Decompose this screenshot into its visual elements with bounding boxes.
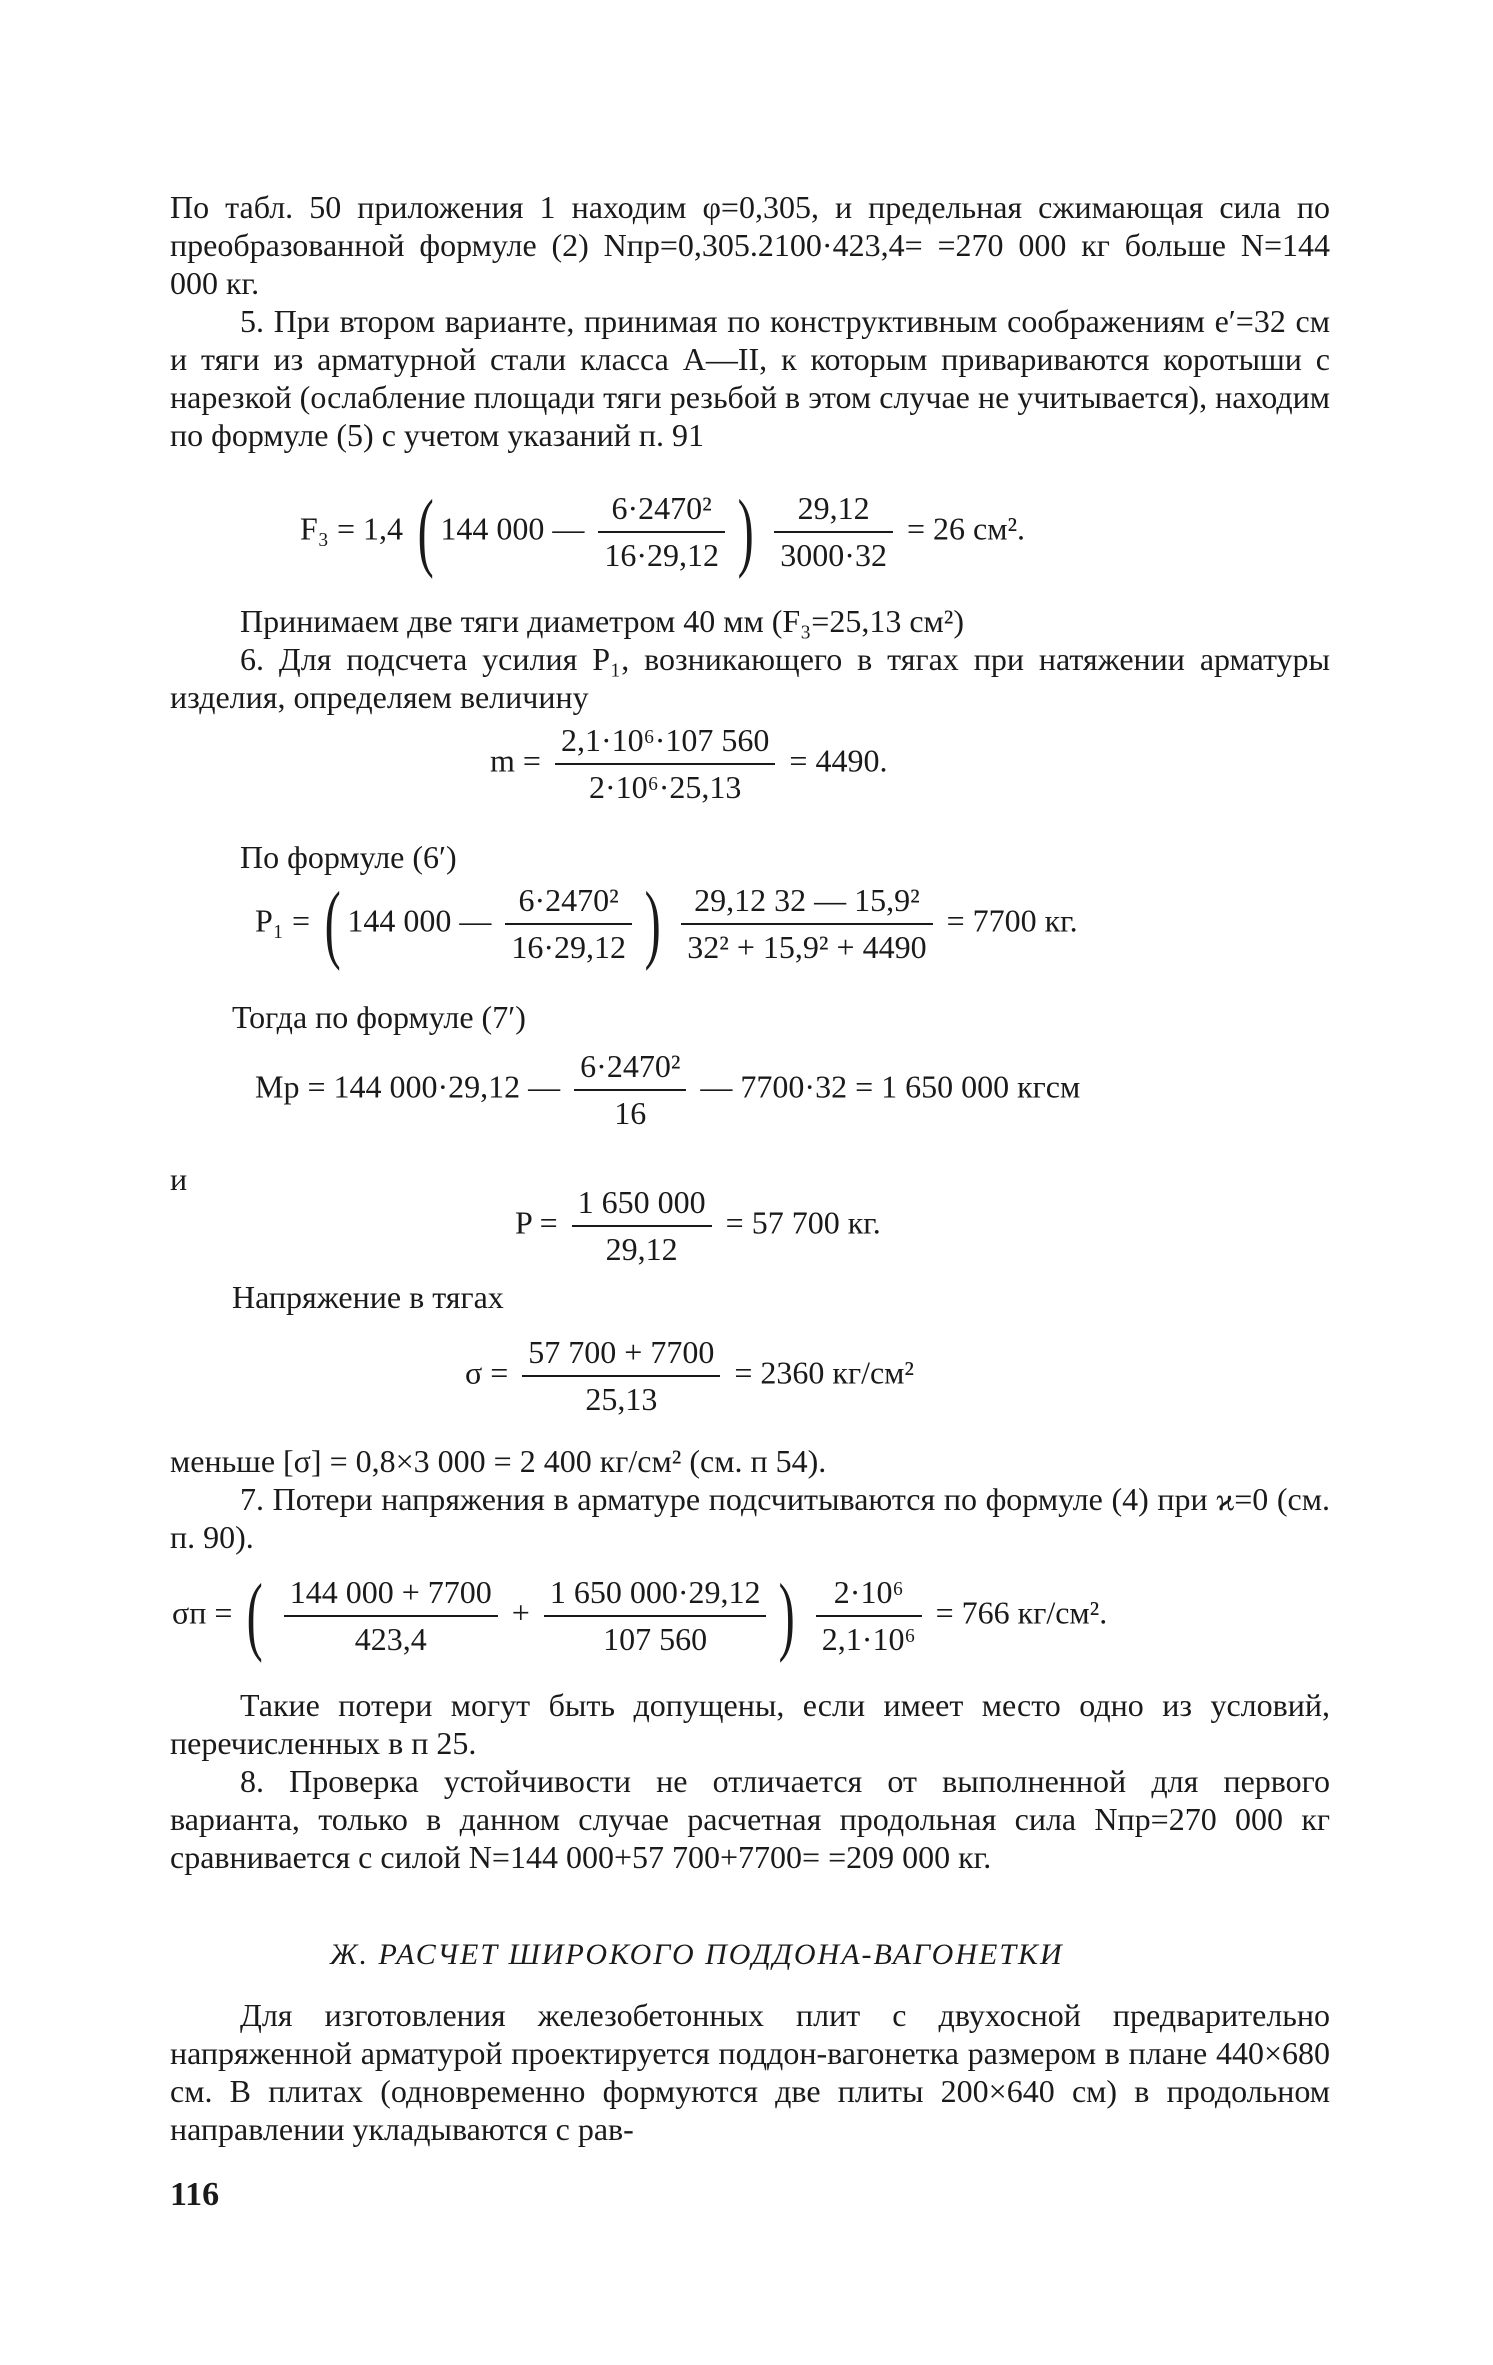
eq2-rhs: = 4490. [789,742,888,779]
eq5-fraction [572,1184,712,1268]
eq6-fraction [522,1334,720,1418]
equation-fa: F₃ = 1,4 ( 144 000 — $\frac{\text{6·2470²}}{16\cdot 29,12}$ ) $\frac{29,12}{3000\cdot 32}$ = 26 см². [300,483,1026,580]
eq7-fraction-3 [816,1574,922,1658]
page-number: 116 [170,2176,220,2213]
paragraph-formula-7: Тогда по формуле (7′) [232,999,526,1035]
eq1-f2-denominator: 3000·32 [780,537,887,573]
eq7-plus: + [511,1594,530,1631]
eq1-fraction-1 [598,490,725,574]
eq5-numerator: 1 650 000 [572,1184,712,1227]
eq2-lhs: m = [490,742,541,779]
eq4-fraction [574,1048,686,1132]
eq7-f1-denominator: 423,4 [354,1621,427,1657]
eq7-f1-numerator: 144 000 + 7700 [284,1574,498,1617]
eq7-f2-numerator: 1 650 000·29,12 [544,1574,767,1617]
eq3-f1-denominator: 16·29,12 [511,929,626,965]
paragraph-item-8: 8. Проверка устойчивости не отличается от выполненной для первого варианта, только в данном случае расчетная продольная сила Nпр=270 000 кг сравнивается с силой N=144 000+57 700+7700= =209 000 кг. [170,1763,1330,1875]
equation-p1: P₁ = ( 144 000 — $\frac{\text{6·2470²}}{16\cdot 29,12}$ ) $\frac{\text{29,12 32 — 15,9²}}{\text{32² + 15,9² + 4490}}$ = 7700 кг. [255,875,1078,972]
eq6-rhs: = 2360 кг/см² [734,1354,914,1391]
eq6-lhs: σ = [465,1354,509,1391]
equation-p [515,1184,881,1268]
eq1-term1: 144 000 — [440,510,585,547]
eq4-numerator: 6·2470² [574,1048,686,1091]
eq7-f3-numerator: 2·10⁶ [816,1574,922,1617]
eq3-f2-numerator: 29,12 32 — 15,9² [681,882,932,925]
eq7-fraction-2 [544,1574,767,1658]
equation-sigma [465,1334,914,1418]
equation-mp [255,1048,1080,1132]
eq7-lhs: σп = [172,1594,233,1631]
eq4-denominator: 16 [614,1095,647,1131]
equation-sigma-loss: σп = ( $\frac{144 000 + 7700}{423,4}$ + $\frac{1 650 000\cdot 29,12}{107 560}$ ) $\frac{\text{2·10⁶}}{\text{2,1·10⁶}}$ = 766 кг/см². [172,1567,1108,1664]
eq6-numerator: 57 700 + 7700 [522,1334,720,1377]
eq5-lhs: P = [515,1204,558,1241]
section-heading: Ж. РАСЧЕТ ШИРОКОГО ПОДДОНА-ВАГОНЕТКИ [330,1938,1064,1971]
eq1-rhs: = 26 см². [906,510,1026,547]
eq1-f1-numerator: 6·2470² [598,490,725,533]
eq5-denominator: 29,12 [605,1231,678,1267]
eq1-lhs: F₃ = 1,4 [300,510,403,547]
paragraph-section-intro: Для изготовления железобетонных плит с двухосной предварительно напряженной арматурой проектируется поддон-вагонетка размером в плане 440×680 см. В плитах (одновременно формуются две плиты 200×640 см) в продольном направлении укладываются с рав- [170,1997,1330,2147]
paragraph-item-5: 5. При втором варианте, принимая по конструктивным соображениям e′=32 см и тяги из арматурной стали класса А—II, к которым привариваются коротыши с нарезкой (ослабление площади тяги резьбой в этом случае не учитывается), находим по формуле (5) с учетом указаний п. 91 [170,303,1330,453]
eq4-lhs: Mр = 144 000·29,12 — [255,1068,561,1105]
eq7-fraction-1 [284,1574,498,1658]
eq4-rhs: — 7700·32 = 1 650 000 кгсм [700,1068,1081,1105]
paragraph-item-6: 6. Для подсчета усилия P₁, возникающего в тягах при натяжении арматуры изделия, определяем величину [170,641,1330,715]
eq1-f2-numerator: 29,12 [774,490,893,533]
eq7-rhs: = 766 кг/см². [935,1594,1108,1631]
eq3-f2-denominator: 32² + 15,9² + 4490 [687,929,927,965]
eq1-fraction-2 [774,490,893,574]
paragraph-rods: Принимаем две тяги диаметром 40 мм (F₃=25,13 см²) [240,603,965,639]
paragraph-losses: Такие потери могут быть допущены, если имеет место одно из условий, перечисленных в п 25. [170,1687,1330,1761]
eq7-f3-denominator: 2,1·10⁶ [821,1621,916,1657]
eq3-f1-numerator: 6·2470² [505,882,632,925]
eq3-term1: 144 000 — [347,902,492,939]
paragraph-less-than: меньше [σ] = 0,8×3 000 = 2 400 кг/см² (см. п 54). [170,1443,827,1479]
eq5-rhs: = 57 700 кг. [725,1204,881,1241]
eq2-numerator: 2,1·10⁶·107 560 [555,722,775,765]
eq2-denominator: 2·10⁶·25,13 [588,769,742,805]
eq2-fraction [555,722,775,806]
paragraph-intro: По табл. 50 приложения 1 находим φ=0,305, и предельная сжимающая сила по преобразованной формуле (2) Nпр=0,305.2100·423,4= =270 000 кг больше N=144 000 кг. [170,189,1330,301]
paragraph-stress: Напряжение в тягах [232,1279,504,1315]
eq7-f2-denominator: 107 560 [603,1621,708,1657]
eq1-f1-denominator: 16·29,12 [604,537,719,573]
equation-m [490,722,887,806]
eq3-rhs: = 7700 кг. [946,902,1078,939]
paragraph-item-7: 7. Потери напряжения в арматуре подсчитываются по формуле (4) при ϰ=0 (см. п. 90). [170,1481,1330,1555]
eq6-denominator: 25,13 [585,1381,658,1417]
eq3-fraction-2 [681,882,932,966]
conjunction-and: и [170,1161,188,1197]
eq3-fraction-1 [505,882,632,966]
eq3-lhs: P₁ = [255,902,310,939]
paragraph-formula-6: По формуле (6′) [240,839,457,875]
